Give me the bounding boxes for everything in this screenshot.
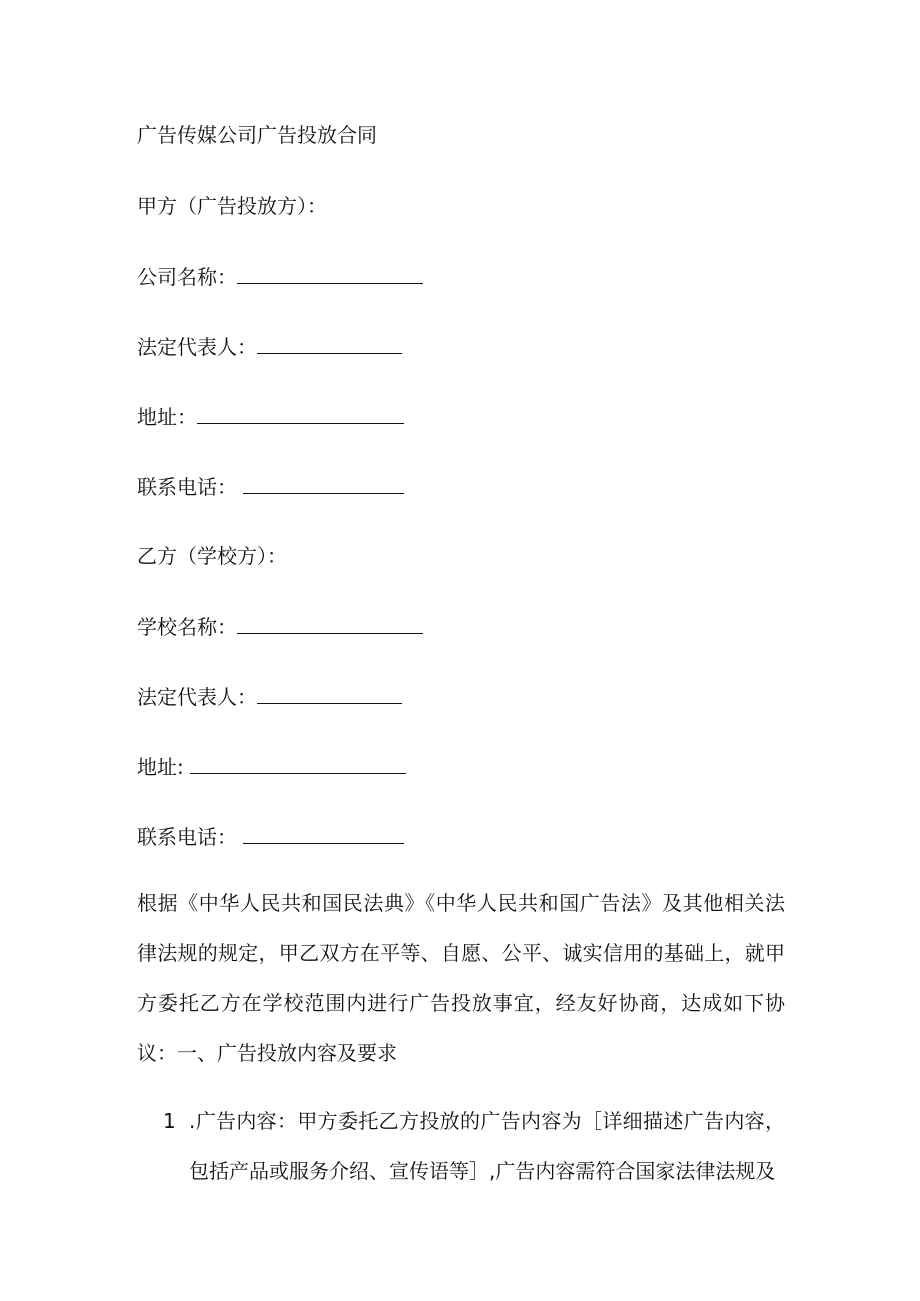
party-b-phone-row: [137, 823, 404, 850]
party-a-rep-label: 法定代表人：: [137, 335, 257, 359]
party-b-address-label: 地址:: [137, 755, 184, 779]
party-b-school-row: [137, 613, 423, 640]
party-b-school-label: 学校名称：: [137, 615, 237, 639]
party-b-rep-blank[interactable]: [257, 683, 402, 704]
party-b-heading: 乙方（学校方）：: [137, 544, 287, 568]
party-b-rep-label: 法定代表人：: [137, 685, 257, 709]
party-a-heading: 甲方（广告投放方）：: [137, 194, 327, 218]
party-a-company-blank[interactable]: [237, 263, 423, 284]
party-a-company-label: 公司名称：: [137, 265, 237, 289]
party-b-rep-row: [137, 683, 402, 710]
party-b-address-row: [137, 753, 406, 780]
clause-1: [163, 1096, 785, 1196]
party-a-rep-blank[interactable]: [257, 333, 402, 354]
party-a-phone-blank[interactable]: [243, 473, 404, 494]
preamble-paragraph: 根据《中华人民共和国民法典》《中华人民共和国广告法》及其他相关法律法规的规定，甲乙双方在平等、自愿、公平、诚实信用的基础上，就甲方委托乙方在学校范围内进行广告投放事宜，经友好协商，达成如下协议：一、广告投放内容及要求: [137, 891, 785, 1065]
party-b-school-blank[interactable]: [237, 613, 423, 634]
party-a-phone-label: 联系电话：: [137, 475, 237, 499]
party-a-company-row: [137, 263, 423, 290]
clause-1-text: .广告内容：甲方委托乙方投放的广告内容为［详细描述广告内容，包括产品或服务介绍、宣传语等］,广告内容需符合国家法律法规及: [189, 1109, 785, 1183]
party-a-phone-row: [137, 473, 404, 500]
party-b-phone-label: 联系电话：: [137, 825, 237, 849]
party-a-rep-row: [137, 333, 402, 360]
clause-1-number: 1: [163, 1109, 176, 1133]
party-a-address-blank[interactable]: [197, 403, 404, 424]
party-b-phone-blank[interactable]: [243, 823, 404, 844]
party-a-address-label: 地址：: [137, 405, 197, 429]
party-a-address-row: [137, 403, 404, 430]
document-title: 广告传媒公司广告投放合同: [137, 123, 377, 147]
party-b-address-blank[interactable]: [190, 753, 406, 774]
